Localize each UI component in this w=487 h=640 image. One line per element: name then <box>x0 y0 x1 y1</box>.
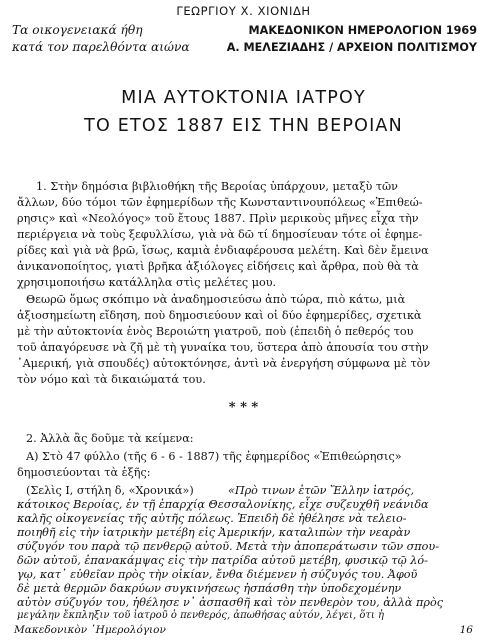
quote-line: σύζυγόν του παρὰ τῷ πενθερῷ αὐτοῦ. Μετὰ τὴν ἀποπεράτωσιν τῶν σπου- <box>17 540 439 553</box>
body-line: τοῦ ἀπαγόρευσε νὰ ζῆ μὲ τὴ γυναίκα του, ὕστερα ἀπὸ ἀπουσία του στὴν <box>17 341 429 354</box>
quote-line: μεγάλην ἔκπληξιν τοῦ ἰατροῦ ὁ πενθερός, ἀπωθήσας αὐτόν, λέγει, ὅτι ἡ <box>17 610 384 621</box>
body-line: ρησις» καὶ «Νεολόγος» τοῦ ἔτους 1887. Πρὶν μερικοὺς μῆνες εἶχα τὴν <box>17 212 419 225</box>
quote-line: γῳ, κατ᾿ εὐθεῖαν πρὸς τὴν οἰκίαν, ἔνθα διέμενεν ἡ σύζυγός του. Ἀφοῦ <box>17 568 418 581</box>
subtitle-line-2: κατά τον παρελθόντα αιώνα <box>12 40 190 54</box>
quote-line: αὐτὸν σύζυγόν του, ἠθέλησε ν᾿ ἀσπασθῆ καὶ τὸν πενθερὸν του, ἀλλὰ πρὸς <box>17 596 443 609</box>
quote-line: «Πρὸ τινων ἐτῶν Ἕλλην ἰατρός, <box>228 484 415 497</box>
body-line: μὲ τὴν αὐτοκτονία ἑνὸς Βεροιώτη γιατροῦ, ποὺ (ἐπειδὴ ὁ πεθερός του <box>17 325 414 338</box>
quote-citation: (Σελὶς Ι, στήλη δ, «Χρονικά») <box>26 484 194 497</box>
subtitle-line-1: Τα οικογενειακά ήθη <box>12 23 143 37</box>
body-line: δημοσιεύονται τὰ ἑξῆς: <box>17 466 151 479</box>
footer-page-number: 16 <box>459 624 473 636</box>
source-line-1: ΜΑΚΕΔΟΝΙΚΟΝ ΗΜΕΡΟΛΟΓΙΟΝ 1969 <box>248 24 477 37</box>
body-line: ἀξιοσημείωτη εἴδηση, ποὺ δημοσιεύουν καὶ οἱ δύο ἐφημερίδες, σχετικὰ <box>17 309 422 322</box>
quote-line: κάτοικος Βεροίας, ἐν τῇ ἐπαρχίᾳ Θεσσαλονίκης, εἶχε συζευχθῆ νεάνιδα <box>17 498 429 511</box>
body-line: ρίδες καὶ γιὰ νὰ βρῶ, ἴσως, καμιὰ ἐνδιαφέρουσα μελέτη. Καὶ δὲν ἔμεινα <box>17 244 429 257</box>
article-title-line-2: ΤΟ ΕΤΟΣ 1887 ΕΙΣ ΤΗΝ ΒΕΡΟΙΑΝ <box>84 116 403 136</box>
body-line: περιέργεια νὰ τοὺς ξεφυλλίσω, γιὰ νὰ δῶ τί δημοσίευαν τότε οἱ ἐφημε- <box>17 228 423 241</box>
article-title-line-1: ΜΙΑ ΑΥΤΟΚΤΟΝΙΑ ΙΑΤΡΟΥ <box>121 88 366 108</box>
body-line: ἀνικανοποίητος, γιατὶ βρῆκα ἀξιόλογες εἰδήσεις καὶ ἄρθρα, ποὺ θὰ τὰ <box>17 260 419 273</box>
body-line: ᾿Αμερική, γιὰ σπουδές) αὐτοκτόνησε, ἀντὶ νὰ ἐνεργήση σύμφωνα μὲ τὸν <box>17 357 431 370</box>
body-line: Θεωρῶ ὅμως σκόπιμο νὰ ἀναδημοσιεύσω ἀπὸ τώρα, πιὸ κάτω, μιὰ <box>26 293 406 306</box>
section-separator: * * * <box>228 400 259 415</box>
quote-line: δὲ μετὰ θερμῶν δακρύων συγκινήσεως ἠσπάσθη τὴν ὑποδεχομένην <box>17 582 402 595</box>
body-line: τὸν νόμο καὶ τὰ δικαιώματά του. <box>17 373 206 386</box>
body-line: 2. Ἀλλὰ ἂς δοῦμε τὰ κείμενα: <box>26 432 194 445</box>
footer-journal: Μακεδονικὸν ῾Ημερολόγιον <box>14 624 166 636</box>
quote-line: δῶν αὐτοῦ, ἐπανακάμψας εἰς τὴν πατρίδα αὐτοῦ μετέβη, φυσικῷ τῷ λό- <box>17 554 428 567</box>
body-line: Α) Στὸ 47 φύλλο (τῆς 6 - 6 - 1887) τῆς ἐφημερίδος «Ἐπιθεώρησις» <box>26 450 402 463</box>
body-line: χρησιμοποιήσω κατάλληλα στὶς μελέτες μου. <box>17 276 277 289</box>
quote-line: καλῆς οἰκογενείας τῆς αὐτῆς πόλεως. Ἐπειδὴ δὲ ἠθέλησε νὰ τελειο- <box>17 512 407 525</box>
body-line: 1. Στὴν δημόσια βιβλιοθήκη τῆς Βεροίας ὑπάρχουν, μεταξὺ τῶν <box>36 180 398 193</box>
author-header: ΓΕΩΡΓΙΟΥ Χ. ΧΙΟΝΙΔΗ <box>176 4 311 18</box>
source-line-2: Α. ΜΕΛΕΖΙΑΔΗΣ / ΑΡΧΕΙΟΝ ΠΟΛΙΤΙΣΜΟΥ <box>226 41 477 54</box>
body-line: ἄλλων, δύο τόμοι τῶν ἐφημερίδων τῆς Κωνσταντινουπόλεως «Ἐπιθεώ- <box>17 196 423 209</box>
quote-line: ποιηθῆ εἰς τὴν ἰατρικὴν μετέβη εἰς Ἀμερικήν, καταλιπὼν τὴν νεαρὰν <box>17 526 411 539</box>
